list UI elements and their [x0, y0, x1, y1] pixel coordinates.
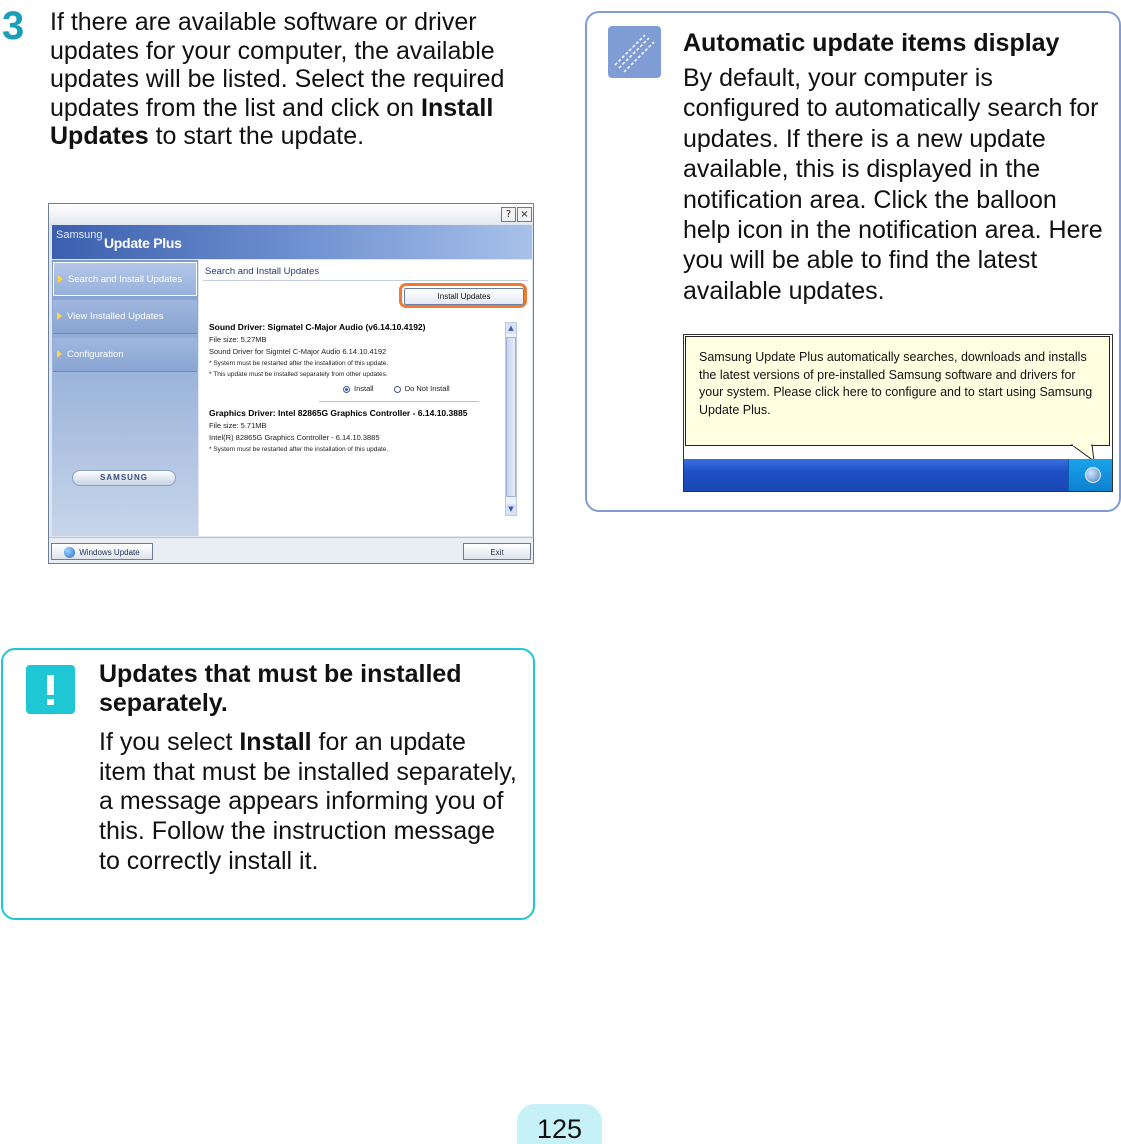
caution-body-after: for an update item that must be installed separately, a message appears informing you of this. Follow the instruction message to correctly install it. — [99, 728, 517, 875]
window-titlebar — [49, 204, 533, 224]
update-note: * System must be restarted after the installation of this update. — [209, 446, 389, 453]
brand-title: Update Plus — [104, 235, 182, 251]
window-main-panel — [199, 260, 532, 536]
update-title: Graphics Driver: Intel 82865G Graphics Controller - 6.14.10.3885 — [209, 408, 468, 418]
update-size: File size: 5.71MB — [209, 421, 267, 430]
update-tray-icon[interactable] — [1085, 467, 1101, 483]
window-sidebar — [52, 260, 198, 536]
exclamation-icon — [26, 665, 75, 714]
updates-list — [209, 322, 501, 453]
update-note: * This update must be installed separately from other updates. — [209, 371, 388, 378]
install-options — [209, 384, 501, 393]
pencil-icon — [608, 26, 661, 78]
note-body: By default, your computer is configured to automatically search for updates. If there is a new update available, this is displayed in the notification area. Click the balloon help icon in the notification area. Here you will be able to find the latest available updates. — [683, 64, 1103, 305]
step-number: 3 — [2, 4, 25, 48]
sidebar-item-search-install[interactable] — [53, 262, 197, 296]
balloon-text: Samsung Update Plus automatically searches, downloads and installs the latest versions of pre-installed Samsung software and drivers for your system. Please click here to configure and to start using Samsung Update Plus. — [699, 350, 1093, 417]
window-banner — [52, 225, 532, 259]
brand-small: Samsung — [56, 229, 103, 241]
close-button[interactable]: × — [517, 207, 532, 222]
notification-balloon[interactable] — [685, 336, 1110, 446]
caution-title: Updates that must be installed separately. — [99, 660, 462, 717]
updates-scrollbar[interactable] — [505, 322, 517, 516]
update-plus-window-screenshot — [48, 203, 534, 564]
update-title: Sound Driver: Sigmatel C-Major Audio (v6.14.10.4192) — [209, 322, 426, 332]
sidebar-item-view-installed[interactable] — [53, 300, 197, 334]
install-updates-button[interactable]: Install Updates — [404, 288, 524, 305]
help-button[interactable]: ? — [501, 207, 516, 222]
arrow-right-icon — [58, 275, 63, 283]
caution-body-bold: Install — [239, 728, 312, 756]
scroll-down-icon[interactable]: ▼ — [506, 504, 516, 515]
install-radio[interactable] — [343, 386, 350, 393]
step-text-before: If there are available software or driver updates for your computer, the available updates will be listed. Select the required updates from the list and click on — [50, 8, 505, 122]
windows-update-button[interactable] — [51, 543, 153, 560]
scroll-thumb[interactable] — [506, 337, 516, 497]
install-radio-label: Install — [354, 384, 374, 393]
heading-divider — [203, 280, 528, 281]
update-size: File size: 5.27MB — [209, 335, 267, 344]
update-desc: Sound Driver for Sigmtel C-Major Audio 6.14.10.4192 — [209, 347, 387, 356]
globe-icon — [64, 547, 75, 558]
caution-body-before: If you select — [99, 728, 240, 756]
sidebar-item-label: Configuration — [67, 349, 124, 360]
sidebar-item-label: View Installed Updates — [67, 311, 164, 322]
notification-area — [1068, 459, 1113, 492]
step-text-bold: Install Updates — [50, 93, 494, 150]
step-text-after: to start the update. — [148, 122, 365, 150]
samsung-logo: SAMSUNG — [72, 470, 176, 486]
step-instruction — [50, 8, 530, 151]
main-heading: Search and Install Updates — [205, 266, 320, 277]
exit-button[interactable]: Exit — [463, 543, 531, 560]
windows-update-label: Windows Update — [79, 548, 140, 557]
update-note: * System must be restarted after the installation of this update. — [209, 360, 389, 367]
window-footer — [49, 537, 533, 564]
notification-balloon-screenshot — [683, 334, 1113, 492]
do-not-install-radio[interactable] — [394, 386, 401, 393]
taskbar — [684, 459, 1112, 492]
caution-body — [99, 728, 519, 877]
page-number: 125 — [536, 1114, 583, 1144]
scroll-up-icon[interactable]: ▲ — [506, 323, 516, 334]
update-desc: Intel(R) 82865G Graphics Controller - 6.14.10.3885 — [209, 433, 380, 442]
do-not-install-radio-label: Do Not Install — [404, 384, 450, 393]
sidebar-item-configuration[interactable] — [53, 338, 197, 372]
note-title: Automatic update items display — [683, 29, 1060, 57]
arrow-right-icon — [57, 350, 62, 358]
update-separator — [319, 401, 479, 402]
arrow-right-icon — [57, 312, 62, 320]
sidebar-item-label: Search and Install Updates — [68, 274, 183, 285]
